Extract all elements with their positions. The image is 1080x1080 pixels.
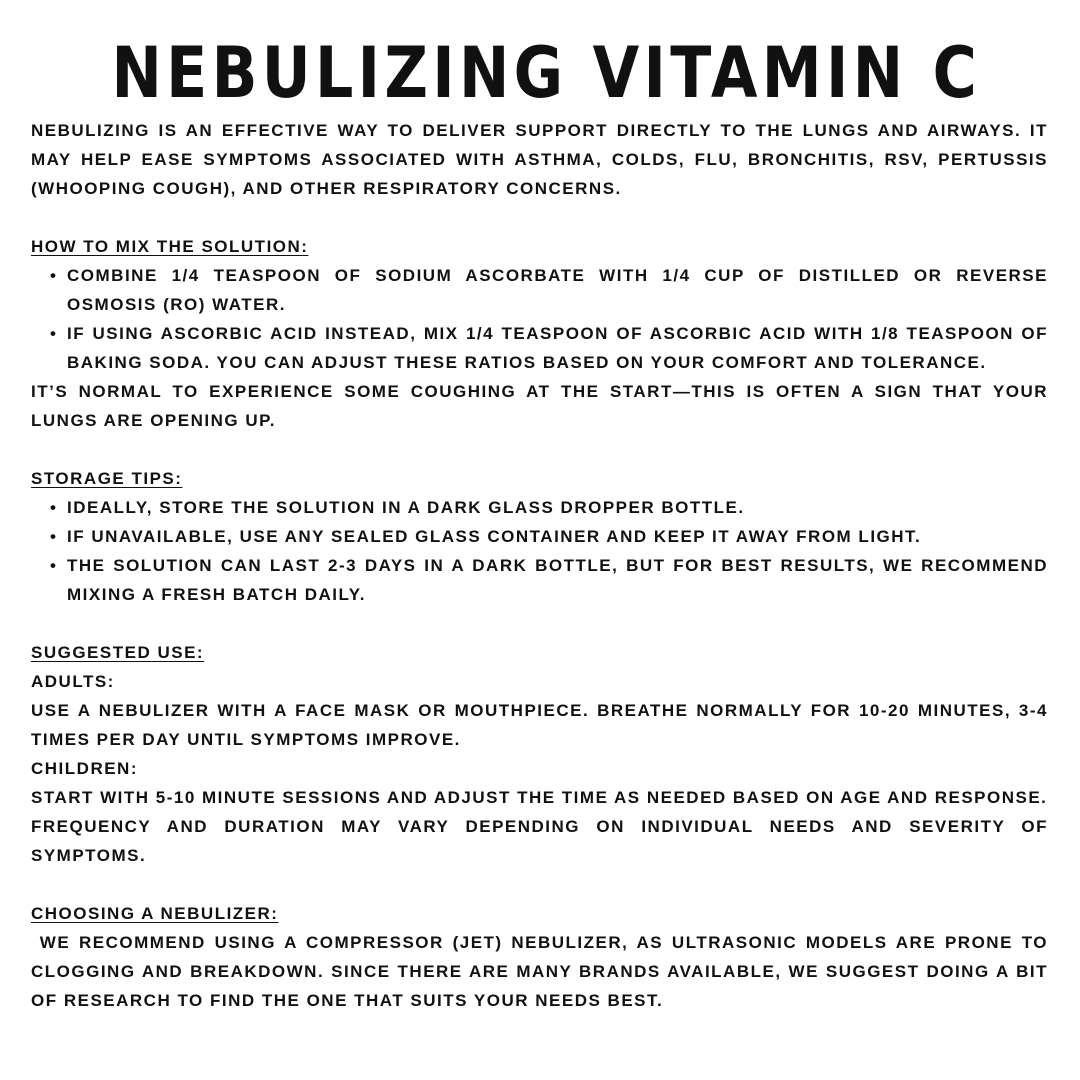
list-item-text: THE SOLUTION CAN LAST 2-3 DAYS IN A DARK BOTTLE, BUT FOR BEST RESULTS, WE RECOMMEND MIXING A FRESH BATCH DAILY. [67, 556, 1048, 604]
list-item [50, 261, 1048, 319]
choosing-heading: CHOOSING A NEBULIZER: [31, 904, 279, 923]
children-label: CHILDREN: [31, 759, 138, 778]
bullet-icon: • [50, 266, 58, 285]
bullet-icon: • [50, 498, 58, 517]
choosing-section [31, 899, 1055, 1015]
list-item [50, 551, 1048, 609]
bullet-icon: • [50, 324, 58, 343]
spacer [31, 435, 1048, 464]
list-item [50, 319, 1048, 377]
list-item-text: IF USING ASCORBIC ACID INSTEAD, MIX 1/4 TEASPOON OF ASCORBIC ACID WITH 1/8 TEASPOON OF BAKING SODA. YOU CAN ADJUST THESE RATIOS BASED ON YOUR COMFORT AND TOLERANCE. [67, 324, 1048, 372]
intro-paragraph: NEBULIZING IS AN EFFECTIVE WAY TO DELIVER SUPPORT DIRECTLY TO THE LUNGS AND AIRWAYS. IT MAY HELP EASE SYMPTOMS ASSOCIATED WITH ASTHMA, COLDS, FLU, BRONCHITIS, RSV, PERTUSSIS (WHOOPING COUGH), AND OTHER RESPIRATORY CONCERNS. [31, 121, 1048, 198]
choosing-text: WE RECOMMEND USING A COMPRESSOR (JET) NEBULIZER, AS ULTRASONIC MODELS ARE PRONE TO CLOGGING AND BREAKDOWN. SINCE THERE ARE MANY BRANDS AVAILABLE, WE SUGGEST DOING A BIT OF RESEARCH TO FIND THE ONE THAT SUITS YOUR NEEDS BEST. [31, 933, 1055, 1010]
mix-section [31, 232, 1048, 435]
bullet-icon: • [50, 527, 58, 546]
list-item [50, 493, 1048, 522]
list-item [50, 522, 1048, 551]
page-title: NEBULIZING VITAMIN C [111, 32, 982, 114]
list-item-text: IF UNAVAILABLE, USE ANY SEALED GLASS CONTAINER AND KEEP IT AWAY FROM LIGHT. [67, 527, 922, 546]
children-text: START WITH 5-10 MINUTE SESSIONS AND ADJUST THE TIME AS NEEDED BASED ON AGE AND RESPONSE. [31, 788, 1048, 807]
frequency-text: FREQUENCY AND DURATION MAY VARY DEPENDING ON INDIVIDUAL NEEDS AND SEVERITY OF SYMPTOMS. [31, 817, 1048, 865]
document-page [31, 30, 1055, 1015]
use-section [31, 638, 1048, 870]
storage-bullet-list [31, 493, 1048, 609]
list-item-text: IDEALLY, STORE THE SOLUTION IN A DARK GLASS DROPPER BOTTLE. [67, 498, 745, 517]
storage-heading: STORAGE TIPS: [31, 469, 183, 488]
list-item-text: COMBINE 1/4 TEASPOON OF SODIUM ASCORBATE WITH 1/4 CUP OF DISTILLED OR REVERSE OSMOSIS (RO) WATER. [67, 266, 1048, 314]
storage-section [31, 464, 1048, 609]
bullet-icon: • [50, 556, 58, 575]
spacer [31, 203, 1048, 232]
mix-heading: HOW TO MIX THE SOLUTION: [31, 237, 309, 256]
adults-label: ADULTS: [31, 672, 115, 691]
use-heading: SUGGESTED USE: [31, 643, 205, 662]
mix-bullet-list [31, 261, 1048, 377]
spacer [31, 609, 1048, 638]
adults-text: USE A NEBULIZER WITH A FACE MASK OR MOUTHPIECE. BREATHE NORMALLY FOR 10-20 MINUTES, 3-4 TIMES PER DAY UNTIL SYMPTOMS IMPROVE. [31, 701, 1048, 749]
spacer [31, 870, 1048, 899]
mix-note: IT’S NORMAL TO EXPERIENCE SOME COUGHING AT THE START—THIS IS OFTEN A SIGN THAT YOUR LUNGS ARE OPENING UP. [31, 382, 1048, 430]
